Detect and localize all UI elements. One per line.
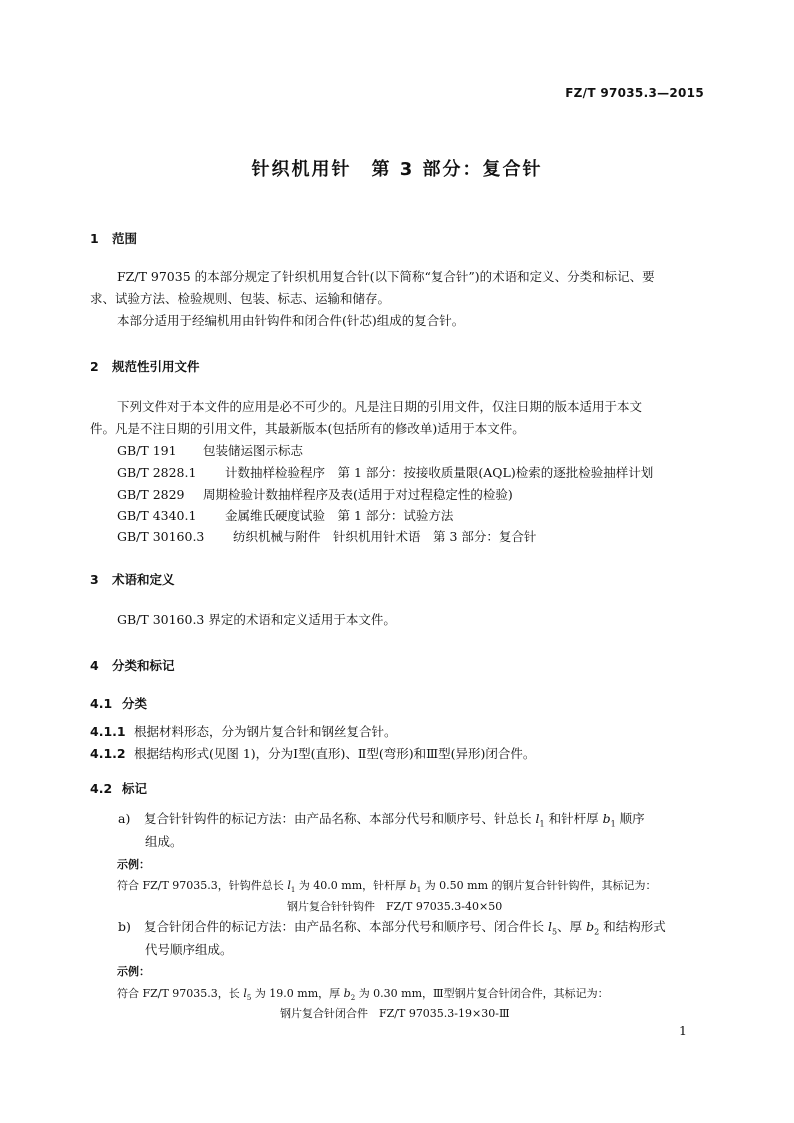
- section-4-heading: 4 分类和标记: [90, 658, 175, 673]
- example-a-mark: 钢片复合针针钩件 FZ/T 97035.3-40×50: [287, 900, 503, 913]
- list-item-b-cont: 代号顺序组成。: [145, 942, 233, 957]
- section-1-paragraph-1-cont: 求、试验方法、检验规则、包装、标志、运输和储存。: [90, 291, 391, 306]
- reference-item: GB/T 2828.1 计数抽样检验程序 第 1 部分：按接收质量限(AQL)检索的逐批检验抽样计划: [117, 465, 654, 480]
- example-a-text: 符合 FZ/T 97035.3，针钩件总长 $l_1$ 为 40.0 mm，针杆厚 $b_1$ 为 0.50 mm 的钢片复合针针钩件，其标记为：: [117, 879, 657, 895]
- page-number: 1: [679, 1023, 687, 1038]
- document-title: 针织机用针 第 3 部分：复合针: [251, 159, 543, 180]
- section-2-paragraph-cont: 件。凡是不注日期的引用文件，其最新版本(包括所有的修改单)适用于本文件。: [90, 421, 525, 436]
- list-item-a-cont: 组成。: [145, 834, 183, 849]
- section-2-paragraph: 下列文件对于本文件的应用是必不可少的。凡是注日期的引用文件，仅注日期的版本适用于本文: [117, 399, 643, 414]
- section-3-paragraph: GB/T 30160.3 界定的术语和定义适用于本文件。: [117, 612, 396, 627]
- section-2-heading: 2 规范性引用文件: [90, 359, 200, 374]
- reference-item: GB/T 2829 周期检验计数抽样程序及表(适用于对过程稳定性的检验): [117, 487, 513, 502]
- list-item-b: b) 复合针闭合件的标记方法：由产品名称、本部分代号和顺序号、闭合件长 $l_5$、厚 $b_2$ 和结构形式: [118, 919, 666, 937]
- clause-4-1-2: 4.1.2 根据结构形式(见图 1)，分为Ⅰ型(直形)、Ⅱ型(弯形)和Ⅲ型(异形)闭合件。: [90, 746, 536, 761]
- clause-4-1-1: 4.1.1 根据材料形态，分为钢片复合针和钢丝复合针。: [90, 724, 397, 739]
- section-1-paragraph-2: 本部分适用于经编机用由针钩件和闭合件(针芯)组成的复合针。: [117, 313, 465, 328]
- reference-item: GB/T 4340.1 金属维氏硬度试验 第 1 部分：试验方法: [117, 508, 454, 523]
- section-1-paragraph-1: FZ/T 97035 的本部分规定了针织机用复合针(以下简称“复合针”)的术语和定义、分类和标记、要: [117, 269, 655, 284]
- section-3-heading: 3 术语和定义: [90, 572, 175, 587]
- section-1-heading: 1 范围: [90, 231, 138, 246]
- example-b-text: 符合 FZ/T 97035.3，长 $l_5$ 为 19.0 mm，厚 $b_2$ 为 0.30 mm，Ⅲ型钢片复合针闭合件，其标记为：: [117, 987, 609, 1003]
- section-4-2-heading: 4.2 标记: [90, 781, 148, 796]
- example-label: 示例：: [117, 858, 150, 871]
- example-label: 示例：: [117, 965, 150, 978]
- reference-item: GB/T 191 包装储运图示标志: [117, 443, 304, 458]
- example-b-mark: 钢片复合针闭合件 FZ/T 97035.3-19×30-Ⅲ: [280, 1007, 510, 1020]
- standard-number: FZ/T 97035.3—2015: [565, 86, 704, 100]
- list-item-a: a) 复合针针钩件的标记方法：由产品名称、本部分代号和顺序号、针总长 $l_1$ 和针杆厚 $b_1$ 顺序: [118, 811, 645, 829]
- section-4-1-heading: 4.1 分类: [90, 696, 148, 711]
- reference-item: GB/T 30160.3 纺织机械与附件 针织机用针术语 第 3 部分：复合针: [117, 529, 537, 544]
